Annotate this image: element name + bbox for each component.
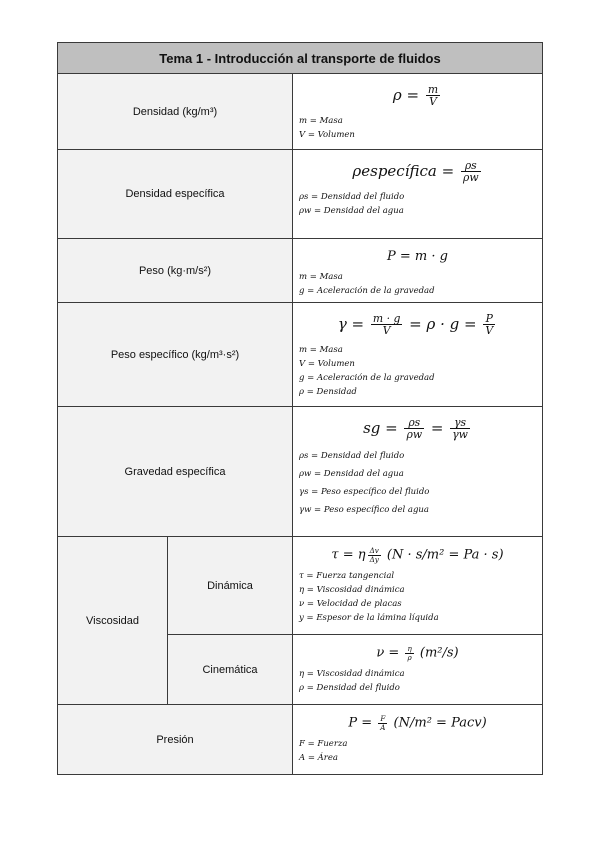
formula-cell-peso-especifico bbox=[293, 303, 543, 407]
fraction: $\frac{\Delta v}{\Delta y}$ bbox=[369, 546, 379, 564]
formula-peso: P = m · g bbox=[387, 249, 448, 264]
legend-item: m = Masa bbox=[299, 115, 343, 126]
label-viscosidad: Viscosidad bbox=[58, 537, 168, 705]
formula-cell-peso bbox=[293, 239, 543, 303]
formula-viscosidad-dinamica: τ = η $\frac{\Delta v}{\Delta y}$ (N · s/m² = Pa · s) bbox=[331, 546, 504, 564]
formula-densidad: ρ = $\frac{m}{V}$ bbox=[392, 83, 439, 109]
label-peso: Peso (kg·m/s²) bbox=[58, 239, 293, 303]
legend-item: ρs = Densidad del fluido bbox=[299, 191, 405, 202]
label-peso-especifico: Peso específico (kg/m³·s²) bbox=[58, 303, 293, 407]
legend-item: y = Espesor de la lámina líquida bbox=[299, 613, 439, 623]
row-peso-especifico bbox=[58, 303, 543, 407]
label-densidad: Densidad (kg/m³) bbox=[58, 74, 293, 150]
row-viscosidad-dinamica bbox=[58, 537, 543, 635]
legend-item: ρ = Densidad del fluido bbox=[299, 683, 400, 693]
fraction: $\frac{P}{V}$ bbox=[485, 312, 494, 338]
legend-item: η = Viscosidad dinámica bbox=[299, 669, 405, 679]
label-densidad-especifica: Densidad específica bbox=[58, 150, 293, 239]
fraction: $\frac{\rho s}{\rho w}$ bbox=[462, 159, 479, 185]
row-presion bbox=[58, 705, 543, 775]
formula-cell-presion bbox=[293, 705, 543, 775]
legend-item: η = Viscosidad dinámica bbox=[299, 585, 405, 595]
title-row bbox=[58, 43, 543, 74]
formula-cell-densidad bbox=[293, 74, 543, 150]
fraction: $\frac{m}{V}$ bbox=[427, 83, 439, 109]
legend-gravedad-especifica bbox=[299, 447, 536, 519]
legend-item: ρs = Densidad del fluido bbox=[299, 450, 405, 461]
formula-sheet bbox=[57, 42, 542, 775]
legend-densidad-especifica bbox=[299, 190, 536, 218]
legend-viscosidad-dinamica bbox=[299, 569, 536, 625]
legend-item: F = Fuerza bbox=[299, 739, 348, 749]
legend-item: m = Masa bbox=[299, 344, 343, 355]
legend-item: V = Volumen bbox=[299, 358, 355, 369]
legend-item: ν = Velocidad de placas bbox=[299, 599, 402, 609]
legend-item: γw = Peso específico del agua bbox=[299, 504, 429, 515]
legend-item: γs = Peso específico del fluido bbox=[299, 486, 430, 497]
label-viscosidad-cinematica: Cinemática bbox=[168, 635, 293, 705]
formula-presion: P = $\frac{F}{A}$ (N/m² = Pacv) bbox=[348, 714, 487, 732]
legend-densidad bbox=[299, 114, 536, 142]
fraction: $\frac{\eta}{\rho}$ bbox=[407, 644, 412, 662]
formula-cell-viscosidad-cinematica bbox=[293, 635, 543, 705]
formula-cell-gravedad-especifica bbox=[293, 407, 543, 537]
label-viscosidad-dinamica: Dinámica bbox=[168, 537, 293, 635]
legend-item: g = Aceleración de la gravedad bbox=[299, 286, 435, 296]
fraction: $\frac{\gamma s}{\gamma w}$ bbox=[452, 416, 468, 442]
formula-viscosidad-cinematica: ν = $\frac{\eta}{\rho}$ (m²/s) bbox=[376, 644, 459, 662]
legend-item: g = Aceleración de la gravedad bbox=[299, 372, 435, 383]
label-gravedad-especifica: Gravedad específica bbox=[58, 407, 293, 537]
legend-item: ρ = Densidad bbox=[299, 386, 357, 397]
formula-gravedad-especifica: sg = $\frac{\rho s}{\rho w}$ = $\frac{\gamma s}{\gamma w}$ bbox=[363, 416, 468, 442]
formula-cell-densidad-especifica bbox=[293, 150, 543, 239]
row-gravedad-especifica bbox=[58, 407, 543, 537]
formula-table bbox=[57, 42, 543, 775]
legend-viscosidad-cinematica bbox=[299, 667, 536, 695]
label-presion: Presión bbox=[58, 705, 293, 775]
fraction: $\frac{m \cdot g}{V}$ bbox=[372, 312, 401, 338]
formula-cell-viscosidad-dinamica bbox=[293, 537, 543, 635]
legend-item: A = Área bbox=[299, 753, 338, 763]
row-densidad-especifica bbox=[58, 150, 543, 239]
row-densidad bbox=[58, 74, 543, 150]
formula-densidad-especifica: ρespecífica = $\frac{\rho s}{\rho w}$ bbox=[352, 159, 479, 185]
fraction: $\frac{F}{A}$ bbox=[380, 714, 386, 732]
legend-item: τ = Fuerza tangencial bbox=[299, 571, 395, 581]
legend-item: ρw = Densidad del agua bbox=[299, 205, 404, 216]
row-peso bbox=[58, 239, 543, 303]
legend-peso-especifico bbox=[299, 343, 536, 399]
table-title: Tema 1 - Introducción al transporte de fluidos bbox=[58, 43, 543, 74]
legend-presion bbox=[299, 737, 536, 765]
formula-peso-especifico: γ = $\frac{m \cdot g}{V}$ = ρ · g = $\frac{P}{V}$ bbox=[337, 312, 494, 338]
fraction: $\frac{\rho s}{\rho w}$ bbox=[406, 416, 423, 442]
legend-item: m = Masa bbox=[299, 272, 343, 282]
legend-item: V = Volumen bbox=[299, 129, 355, 140]
legend-peso bbox=[299, 270, 536, 298]
legend-item: ρw = Densidad del agua bbox=[299, 468, 404, 479]
